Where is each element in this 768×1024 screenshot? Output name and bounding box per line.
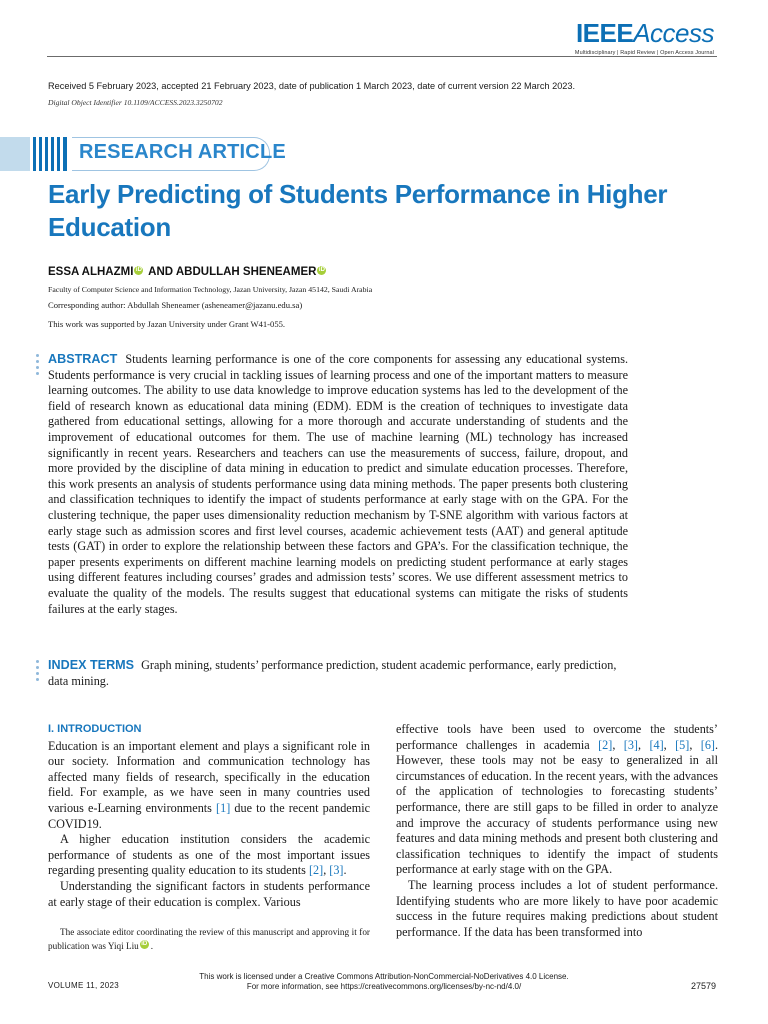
abstract-marker-icon xyxy=(36,354,42,378)
abstract-label: ABSTRACT xyxy=(48,352,118,366)
index-terms-label: INDEX TERMS xyxy=(48,658,135,672)
journal-logo xyxy=(575,20,714,56)
citation-link[interactable]: [2] xyxy=(598,737,613,752)
orcid-icon[interactable]: iD xyxy=(318,267,325,273)
banner-stripes xyxy=(0,137,68,171)
author-name: ABDULLAH SHENEAMER xyxy=(175,266,317,278)
grant-note: This work was supported by Jazan University under Grant W41-055. xyxy=(48,319,286,329)
citation-link[interactable]: [6] xyxy=(700,737,715,752)
index-terms xyxy=(48,658,628,689)
license-link[interactable]: For more information, see https://creativecommons.org/licenses/by-nc-nd/4.0/ xyxy=(246,982,522,991)
body-column-right xyxy=(396,722,718,940)
paragraph: A higher education institution considers the academic performance of students as one of the most important issues regarding presenting quality education to its students [2], [3]. xyxy=(48,832,370,878)
received-dates: Received 5 February 2023, accepted 21 February 2023, date of publication 1 March 2023, date of current version 22 March 2023. xyxy=(48,81,576,91)
logo-tagline: Multidisciplinary | Rapid Review | Open Access Journal xyxy=(574,50,714,56)
citation-link[interactable]: [2] xyxy=(308,863,324,878)
paragraph: Education is an important element and plays a significant role in our society. Information and communication technology has affected many fields of research, specifically in the education field. For example, as we have seen in many countries used various e-Learning environments [1] due to the recent pandemic COVID19. xyxy=(48,738,370,831)
orcid-icon[interactable]: iD xyxy=(135,267,142,273)
index-terms-marker-icon xyxy=(36,660,42,684)
citation-link[interactable]: [1] xyxy=(216,800,231,815)
header-rule xyxy=(47,56,717,57)
author-line xyxy=(48,266,328,278)
affiliation: Faculty of Computer Science and Information Technology, Jazan University, Jazan 45142, Saudi Arabia xyxy=(48,285,373,294)
author-join: AND xyxy=(145,266,176,278)
index-terms-text: Graph mining, students’ performance prediction, student academic performance, early prediction, data mining. xyxy=(48,658,617,688)
footer-license xyxy=(0,972,768,992)
logo-access: Access xyxy=(633,18,714,48)
logo-ieee: IEEE xyxy=(575,18,634,48)
paragraph: Understanding the significant factors in students performance at early stage of their education is complex. Various xyxy=(48,878,370,909)
doi-text: Digital Object Identifier 10.1109/ACCESS.2023.3250702 xyxy=(48,98,223,107)
paragraph: The learning process includes a lot of student performance. Identifying students who are more likely to have poor academic success in the future requires making predictions about student performance. If the data has been transformed into xyxy=(396,877,718,939)
footer-volume: VOLUME 11, 2023 xyxy=(48,981,120,990)
citation-link[interactable]: [3] xyxy=(329,863,344,878)
citation-link[interactable]: [3] xyxy=(623,737,638,752)
section-heading: I. INTRODUCTION xyxy=(48,723,142,735)
page-number: 27579 xyxy=(690,981,716,991)
paper-title: Early Predicting of Students Performance in Higher Education xyxy=(48,179,668,242)
paragraph: effective tools have been used to overcome the students’ performance challenges in academia [2], [3], [4], [5], [6]. However, these tools may not be easy to generalized in all circumstances of education. In the recent years, with the advances of the application of technologies to forecasting students’ performance, there are still gaps to be filled in order to analyze and improve the accuracy of students performance using new features and data mining methods and present both clustering and classification techniques to identify the impact of students performance at early stage with on the GPA. xyxy=(396,722,719,877)
banner-label: RESEARCH ARTICLE xyxy=(79,141,286,163)
author-name: ESSA ALHAZMI xyxy=(48,266,134,278)
corresponding-author: Corresponding author: Abdullah Sheneamer (asheneamer@jazanu.edu.sa) xyxy=(48,300,303,310)
editor-footnote: The associate editor coordinating the review of this manuscript and approving it for publication was Yiqi Liu iD . xyxy=(48,927,370,951)
abstract-text: Students learning performance is one of the core components for assessing any educational systems. Students performance is very crucial in tackling issues of learning process and one of the important matters to measure learning outcomes. The ability to use data knowledge to improve education systems has led to the development of the field of research known as educational data mining (EDM). EDM is the creation of techniques to investigate data gathered from educational settings, allowing for a more thorough and accurate understanding of students and the improvement of educational outcomes for them. The use of machine learning (ML) technology has increased significantly in recent years. Researchers and teachers can use the measurements of success, failure, dropout, and more provided by the discipline of data mining in education to predict and simulate education processes. Therefore, this work presents an analysis of students performance using data mining methods. The paper presents both clustering and classification techniques to identify the impact of students performance at early stage with on the GPA. For the clustering technique, the paper uses dimensionality reduction mechanism by T-SNE algorithm with various factors at early stage such as admission scores and first level courses, academic achievement tests (AAT) and general aptitude tests (GAT) in order to explore the relationship between these factors and GPA’s. For the classification technique, the paper presents experiments on different machine learning models on predicting student performance at early stages using different features including courses’ grades and admission tests’ scores. We use different assessment metrics to evaluate the quality of the models. The results suggest that educational systems can mitigate the risks of students failures at the early stages. xyxy=(48,352,628,616)
citation-link[interactable]: [5] xyxy=(675,737,690,752)
body-column-left xyxy=(48,722,370,910)
abstract xyxy=(48,352,628,617)
orcid-icon[interactable]: iD xyxy=(141,941,148,947)
license-line: This work is licensed under a Creative Commons Attribution-NonCommercial-NoDerivatives 4.0 License. xyxy=(199,972,569,981)
citation-link[interactable]: [4] xyxy=(649,737,664,752)
